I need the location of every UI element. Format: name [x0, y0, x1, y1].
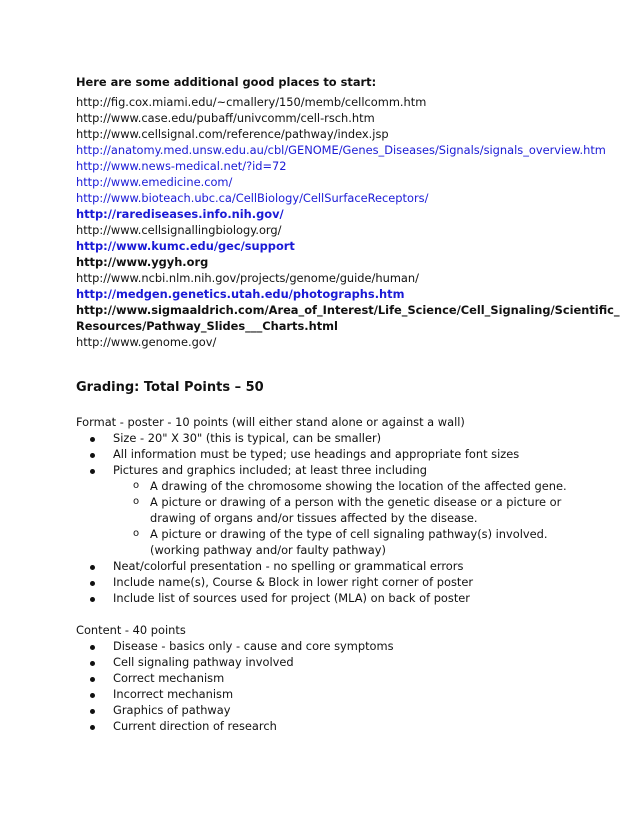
content-item: Incorrect mechanism	[113, 687, 234, 701]
format-item: Include name(s), Course & Block in lower right corner of poster	[113, 575, 474, 589]
bullet-icon	[90, 437, 95, 442]
grading-title: Grading: Total Points – 50	[76, 380, 264, 395]
content-item: Graphics of pathway	[113, 703, 231, 717]
content-item: Correct mechanism	[113, 671, 225, 685]
content-item: Current direction of research	[113, 719, 277, 733]
format-sub-item: A drawing of the chromosome showing the location of the affected gene.	[150, 479, 567, 493]
link-item: http://www.ygyh.org	[76, 255, 209, 269]
format-sub-item: A picture or drawing of the type of cell signaling pathway(s) involved.	[150, 527, 548, 541]
link-item: http://www.cellsignal.com/reference/pathway/index.jsp	[76, 127, 389, 141]
bullet-icon	[90, 677, 95, 682]
bullet-icon	[90, 725, 95, 730]
bullet-icon	[90, 565, 95, 570]
sub-bullet-icon: o	[133, 496, 140, 507]
bullet-icon	[90, 453, 95, 458]
link-item[interactable]: http://www.kumc.edu/gec/support	[76, 239, 295, 253]
format-item: Size - 20" X 30" (this is typical, can be smaller)	[113, 431, 382, 445]
bullet-icon	[90, 693, 95, 698]
bullet-icon	[90, 581, 95, 586]
format-item: Include list of sources used for project (MLA) on back of poster	[113, 591, 470, 605]
bullet-icon	[90, 709, 95, 714]
link-item[interactable]: http://www.emedicine.com/	[76, 175, 233, 189]
link-item: http://www.sigmaaldrich.com/Area_of_Interest/Life_Science/Cell_Signaling/Scientific_	[76, 303, 620, 317]
format-sub-item: (working pathway and/or faulty pathway)	[150, 543, 386, 557]
format-item: Pictures and graphics included; at least three including	[113, 463, 427, 477]
links-intro: Here are some additional good places to start:	[76, 75, 377, 89]
sub-bullet-icon: o	[133, 528, 140, 539]
content-heading: Content - 40 points	[76, 623, 186, 637]
content-item: Cell signaling pathway involved	[113, 655, 294, 669]
bullet-icon	[90, 469, 95, 474]
link-item: http://www.genome.gov/	[76, 335, 217, 349]
bullet-icon	[90, 645, 95, 650]
link-item: http://www.cellsignallingbiology.org/	[76, 223, 282, 237]
link-item[interactable]: http://www.bioteach.ubc.ca/CellBiology/CellSurfaceReceptors/	[76, 191, 429, 205]
link-item[interactable]: http://rarediseases.info.nih.gov/	[76, 207, 284, 221]
format-item: Neat/colorful presentation - no spelling or grammatical errors	[113, 559, 464, 573]
format-sub-item: drawing of organs and/or tissues affected by the disease.	[150, 511, 478, 525]
bullet-icon	[90, 597, 95, 602]
link-item[interactable]: http://www.news-medical.net/?id=72	[76, 159, 287, 173]
format-heading: Format - poster - 10 points (will either stand alone or against a wall)	[76, 415, 465, 429]
link-item[interactable]: http://anatomy.med.unsw.edu.au/cbl/GENOME/Genes_Diseases/Signals/signals_overview.htm	[76, 143, 606, 157]
link-item[interactable]: http://medgen.genetics.utah.edu/photographs.htm	[76, 287, 405, 301]
format-sub-item: A picture or drawing of a person with the genetic disease or a picture or	[150, 495, 562, 509]
link-item: http://fig.cox.miami.edu/~cmallery/150/memb/cellcomm.htm	[76, 95, 427, 109]
link-item: http://www.ncbi.nlm.nih.gov/projects/genome/guide/human/	[76, 271, 419, 285]
sub-bullet-icon: o	[133, 480, 140, 491]
bullet-icon	[90, 661, 95, 666]
link-item: Resources/Pathway_Slides___Charts.html	[76, 319, 338, 333]
format-item: All information must be typed; use headings and appropriate font sizes	[113, 447, 520, 461]
link-item: http://www.case.edu/pubaff/univcomm/cell-rsch.htm	[76, 111, 375, 125]
content-item: Disease - basics only - cause and core symptoms	[113, 639, 394, 653]
